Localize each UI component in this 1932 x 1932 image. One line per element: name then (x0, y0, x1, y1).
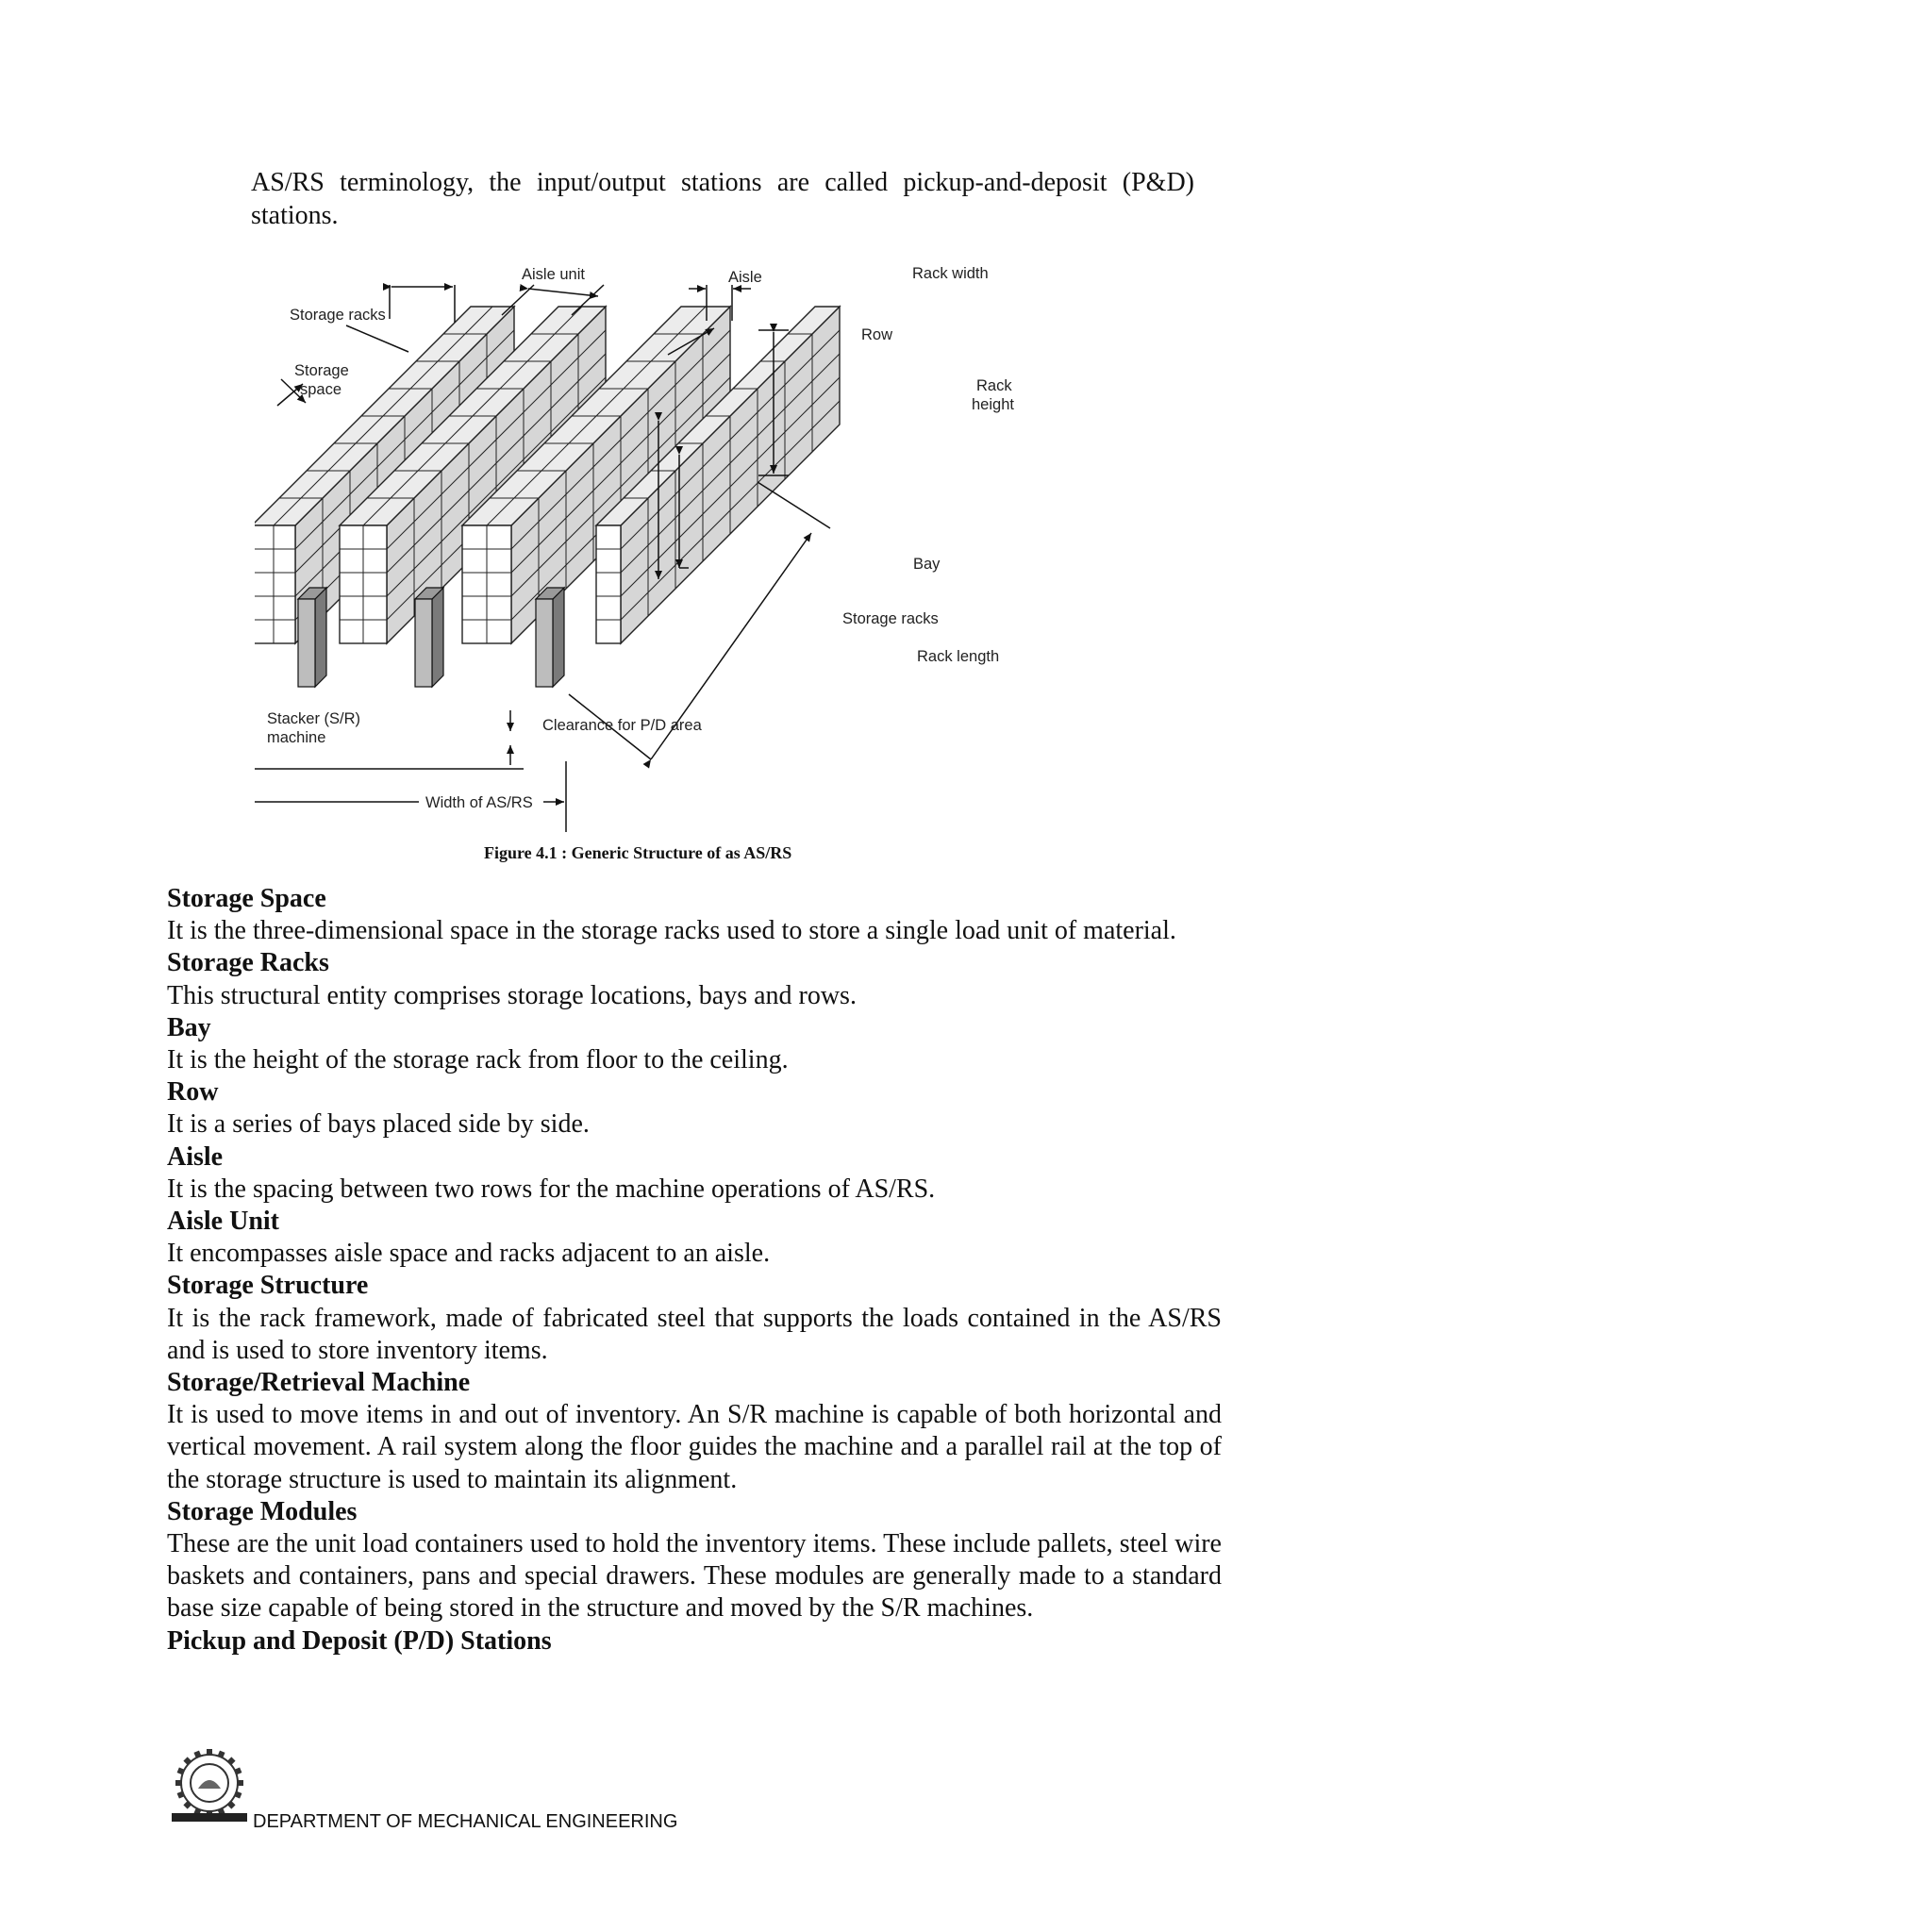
rack-front-face (596, 525, 621, 643)
asrs-diagram (255, 257, 1104, 879)
heading-sr-machine: Storage/Retrieval Machine (167, 1368, 471, 1398)
figure-caption: Figure 4.1 : Generic Structure of as AS/RS (484, 843, 792, 862)
label-rack-height-1: Rack (976, 377, 1012, 394)
intro-line-1: AS/RS terminology, the input/output stations are called pickup-and-deposit (P&D) (251, 168, 1194, 197)
label-storage-racks-right: Storage racks (842, 610, 939, 627)
label-storage-racks-top: Storage racks (290, 307, 386, 324)
definitions (167, 883, 1222, 1657)
text-sr-machine: It is used to move items in and out of inventory. An S/R machine is capable of both horizontal and vertical movement. A rail system along the floor guides the machine and a parallel rail at the top of the storage structure is used to maintain its alignment. (167, 1400, 1222, 1494)
heading-storage-space: Storage Space (167, 884, 326, 913)
text-bay: It is the height of the storage rack from floor to the ceiling. (167, 1045, 789, 1075)
label-row: Row (861, 326, 893, 343)
page-footer (170, 1747, 924, 1832)
asrs-figure (255, 257, 1104, 879)
heading-aisle-unit: Aisle Unit (167, 1207, 279, 1237)
machine-side (315, 588, 326, 687)
heading-row: Row (167, 1077, 219, 1108)
machine-side (553, 588, 564, 687)
label-clearance: Clearance for P/D area (542, 717, 702, 734)
machine-front (298, 599, 315, 687)
department-name: DEPARTMENT OF MECHANICAL ENGINEERING (253, 1811, 678, 1832)
text-storage-structure: It is the rack framework, made of fabricated steel that supports the loads contained in the AS/RS and is used to store inventory items. (167, 1303, 1222, 1365)
label-stacker-1: Stacker (S/R) (267, 710, 361, 727)
label-width-asrs: Width of AS/RS (425, 794, 533, 811)
label-rack-width: Rack width (912, 265, 989, 282)
text-storage-space: It is the three-dimensional space in the storage racks used to store a single load unit of material. (167, 916, 1176, 946)
machine-front (415, 599, 432, 687)
rack-length-tick (758, 482, 830, 528)
stacker-machine (415, 588, 443, 687)
rack-front-face (255, 525, 295, 643)
text-storage-racks: This structural entity comprises storage locations, bays and rows. (167, 980, 857, 1010)
label-aisle: Aisle (728, 269, 762, 286)
leader-storage-racks (346, 325, 408, 352)
label-bay: Bay (913, 556, 941, 573)
heading-storage-structure: Storage Structure (167, 1271, 369, 1301)
label-rack-height-2: height (972, 396, 1014, 413)
machine-front (536, 599, 553, 687)
label-rack-length: Rack length (917, 648, 1000, 665)
label-aisle-unit: Aisle unit (522, 266, 585, 283)
text-aisle-unit: It encompasses aisle space and racks adjacent to an aisle. (167, 1239, 771, 1269)
text-row: It is a series of bays placed side by side. (167, 1109, 590, 1140)
heading-bay: Bay (167, 1012, 211, 1042)
stacker-machine (536, 588, 564, 687)
heading-pd-stations: Pickup and Deposit (P/D) Stations (167, 1625, 552, 1656)
label-stacker-2: machine (267, 729, 326, 746)
label-storage-space-1: Storage (294, 362, 349, 379)
label-storage-space-2: space (300, 381, 342, 398)
heading-storage-racks: Storage Racks (167, 948, 329, 978)
intro-paragraph (251, 166, 1194, 232)
machine-side (432, 588, 443, 687)
institution-logo-icon (170, 1747, 249, 1826)
text-aisle: It is the spacing between two rows for the machine operations of AS/RS. (167, 1174, 936, 1204)
aisle-dim (528, 289, 598, 296)
intro-line-2: stations. (251, 201, 339, 230)
heading-aisle: Aisle (167, 1141, 224, 1172)
text-storage-modules: These are the unit load containers used to hold the inventory items. These include pallets, steel wire baskets and containers, pans and special drawers. These modules are generally made to a standard base size capable of being stored in the structure and moved by the S/R machines. (167, 1529, 1222, 1624)
heading-storage-modules: Storage Modules (167, 1496, 358, 1526)
stacker-machine (298, 588, 326, 687)
